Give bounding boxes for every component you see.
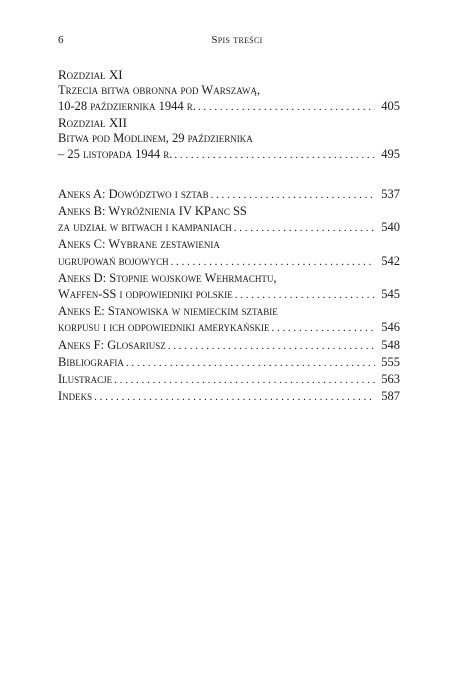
- dot-leader: [211, 187, 375, 203]
- entry-title: 10-28 października 1944 r.: [58, 98, 196, 113]
- page-ref: 563: [381, 372, 400, 387]
- page-ref: 405: [381, 98, 400, 113]
- dot-leader: [94, 389, 375, 405]
- entry-title-line: [58, 253, 400, 270]
- entry-title: Aneks E: Stanowiska w niemieckim sztabie: [58, 304, 278, 319]
- entry-title-line: [58, 354, 400, 371]
- chapter-heading: Rozdział XII: [58, 115, 127, 131]
- running-title: Spis treści: [211, 34, 263, 46]
- page-ref: 545: [381, 287, 400, 302]
- entry-title: Aneks A: Dowództwo i sztab: [58, 186, 209, 201]
- toc-entry-chapter-11[interactable]: [58, 67, 400, 115]
- section-gap: [58, 164, 400, 186]
- page-ref: 540: [381, 220, 400, 235]
- dot-leader: [198, 100, 375, 116]
- entry-title-line: [58, 388, 400, 405]
- entry-title-line: [58, 286, 400, 303]
- entry-title-line: [58, 337, 400, 354]
- page-number: 6: [58, 34, 64, 46]
- entry-title-line: [58, 203, 400, 219]
- page-ref: 555: [381, 354, 400, 369]
- entry-title: Indeks: [58, 389, 93, 404]
- toc-entry-annex-a[interactable]: [58, 186, 400, 203]
- toc-entry-annex-f[interactable]: [58, 337, 400, 354]
- entry-title: Aneks C: Wybrane zestawienia: [58, 237, 220, 252]
- toc-entry-chapter-12[interactable]: [58, 115, 400, 163]
- page-ref: 542: [381, 253, 400, 268]
- toc-entry-index[interactable]: [58, 388, 400, 405]
- dot-leader: [272, 320, 376, 336]
- entry-title-line: [58, 219, 400, 236]
- toc-entry-bibliography[interactable]: [58, 354, 400, 371]
- page-ref: 546: [381, 320, 400, 335]
- entry-title: korpusu i ich odpowiedniki amerykańskie: [58, 320, 270, 335]
- dot-leader: [114, 372, 375, 388]
- annex-list: [58, 186, 400, 406]
- entry-title: Aneks F: Glosariusz: [58, 337, 166, 352]
- page-ref: 495: [381, 147, 400, 162]
- entry-title-line: [58, 303, 400, 319]
- page-ref: 537: [381, 186, 400, 201]
- entry-title-line: [58, 236, 400, 252]
- entry-title: ugrupowań bojowych: [58, 253, 169, 268]
- entry-title: Bitwa pod Modlinem, 29 października: [58, 131, 253, 146]
- toc-entry-annex-b[interactable]: [58, 203, 400, 236]
- entry-title: Bibliografia: [58, 354, 124, 369]
- chapter-heading: Rozdział XI: [58, 67, 123, 82]
- entry-title-line: [58, 131, 400, 147]
- page-ref: 548: [381, 337, 400, 352]
- entry-title-line: [58, 99, 400, 116]
- entry-title-line: [58, 371, 400, 388]
- dot-leader: [168, 338, 375, 354]
- entry-title-line: [58, 83, 400, 99]
- table-of-contents: [58, 67, 400, 405]
- dot-leader: [235, 287, 375, 303]
- toc-entry-illustrations[interactable]: [58, 371, 400, 388]
- entry-title: – 25 listopada 1944 r.: [58, 147, 173, 162]
- toc-entry-annex-e[interactable]: [58, 303, 400, 336]
- entry-title: Aneks D: Stopnie wojskowe Wehrmachtu,: [58, 270, 277, 285]
- entry-title-line: [58, 186, 400, 203]
- entry-title: Ilustracje: [58, 372, 113, 387]
- entry-title-line: [58, 147, 400, 164]
- page-ref: 587: [381, 389, 400, 404]
- toc-entry-annex-d[interactable]: [58, 270, 400, 303]
- entry-title-line: [58, 319, 400, 336]
- dot-leader: [171, 254, 375, 270]
- dot-leader: [126, 355, 375, 371]
- toc-entry-annex-c[interactable]: [58, 236, 400, 269]
- entry-title: za udział w bitwach i kampaniach: [58, 220, 232, 235]
- entry-title: Aneks B: Wyróżnienia IV KPanc SS: [58, 204, 247, 219]
- entry-title: Trzecia bitwa obronna pod Warszawą,: [58, 83, 261, 97]
- entry-title: Waffen-SS i odpowiedniki polskie: [58, 287, 233, 302]
- entry-title-line: [58, 270, 400, 286]
- dot-leader: [234, 220, 375, 236]
- dot-leader: [174, 148, 375, 164]
